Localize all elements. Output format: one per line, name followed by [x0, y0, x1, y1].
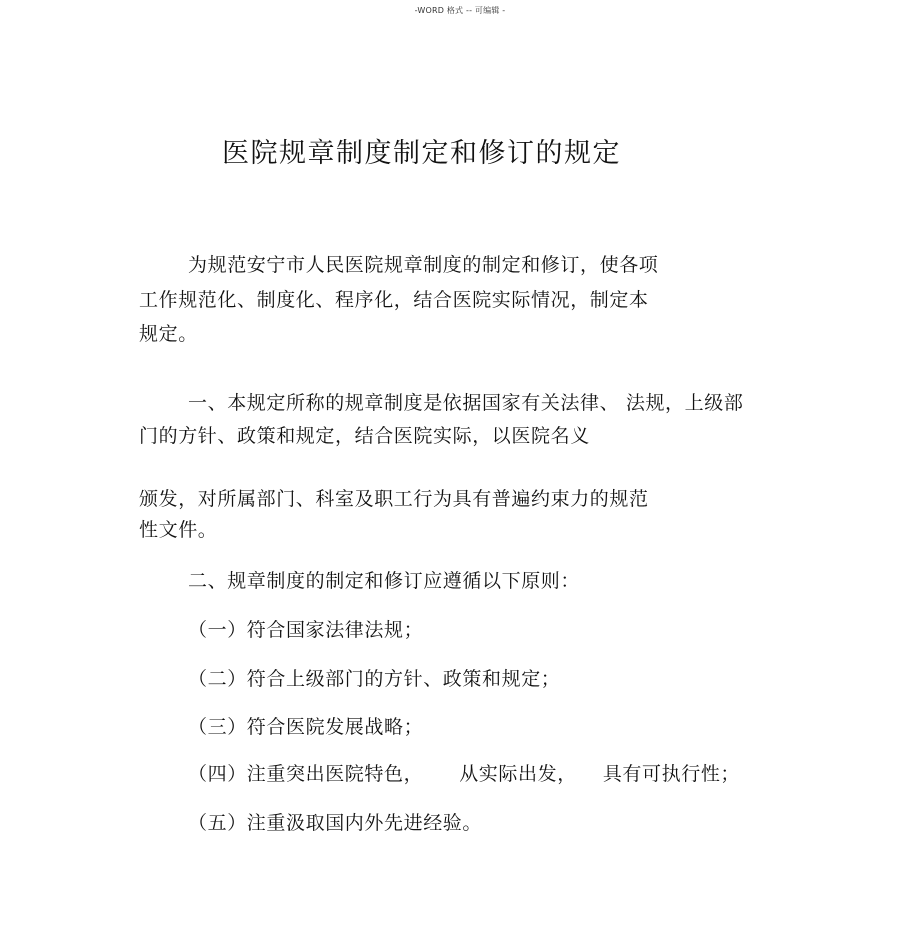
principle-item-4-part-1: （四）注重突出医院特色， [188, 763, 424, 785]
principle-item-3: （三）符合医院发展战略； [188, 716, 424, 738]
intro-line-1: 为规范安宁市人民医院规章制度的制定和修订，使各项 [188, 254, 659, 276]
article1-line-1: 一、本规定所称的规章制度是依据国家有关法律、 法规，上级部 [188, 392, 744, 414]
principle-item-4 [188, 762, 740, 786]
principle-item-5: （五）注重汲取国内外先进经验。 [188, 812, 483, 834]
principle-item-1: （一）符合国家法律法规； [188, 619, 424, 641]
principle-item-4-part-3: 具有可执行性； [602, 763, 741, 785]
article1-line-2: 门的方针、政策和规定，结合医院实际，以医院名义 [139, 425, 590, 447]
article1-line-4: 性文件。 [139, 519, 218, 541]
article2-heading: 二、规章制度的制定和修订应遵循以下原则： [188, 570, 581, 592]
document-title: 医院规章制度制定和修订的规定 [222, 138, 621, 169]
principle-item-2: （二）符合上级部门的方针、政策和规定； [188, 668, 561, 690]
article1-line-3: 颁发，对所属部门、科室及职工行为具有普遍约束力的规范 [139, 488, 649, 510]
principle-item-4-part-2: 从实际出发， [459, 763, 577, 785]
intro-line-3: 规定。 [139, 323, 198, 345]
intro-line-2: 工作规范化、制度化、程序化，结合医院实际情况，制定本 [139, 289, 649, 311]
header-note: -WORD 格式 -- 可编辑 - [414, 6, 506, 15]
